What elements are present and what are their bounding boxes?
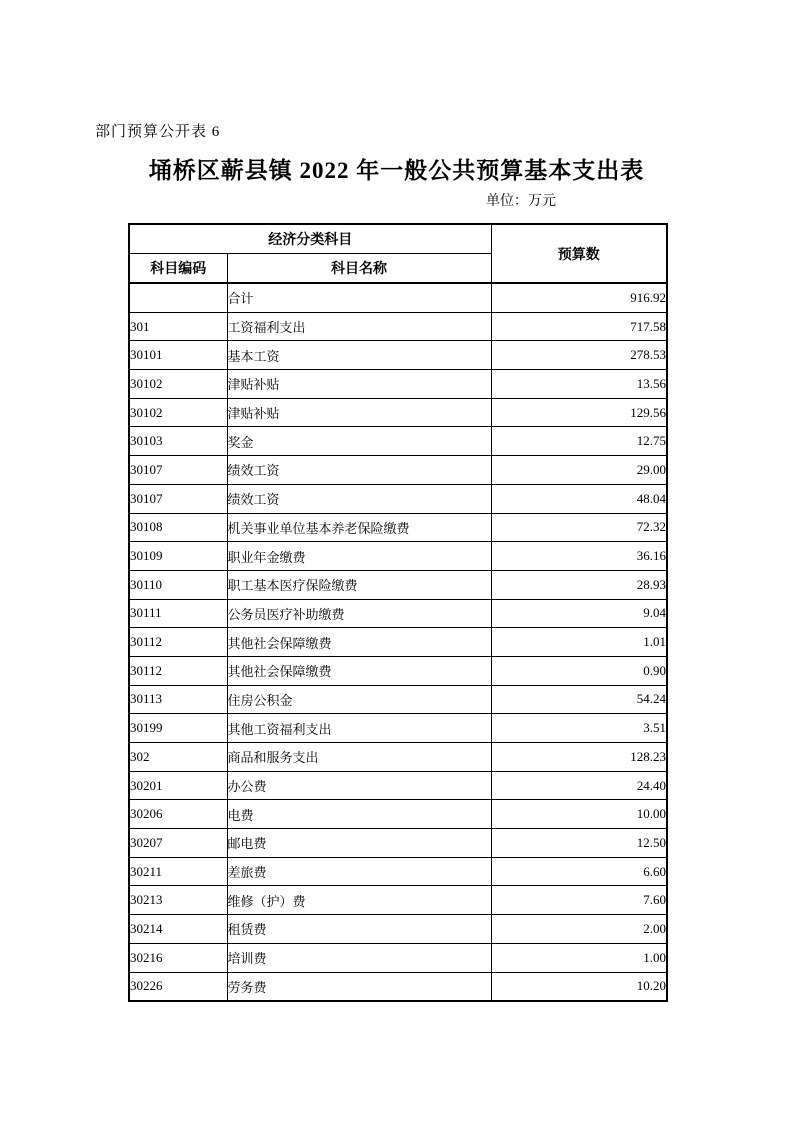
table-row — [129, 370, 667, 399]
subject-name-cell: 邮电费 — [227, 829, 491, 858]
subject-name-cell: 差旅费 — [227, 857, 491, 886]
table-row — [129, 570, 667, 599]
subject-code-cell: 30206 — [129, 800, 227, 829]
subject-name-cell: 维修（护）费 — [227, 886, 491, 915]
table-row — [129, 456, 667, 485]
subject-name-cell: 住房公积金 — [227, 685, 491, 714]
subject-name-cell: 基本工资 — [227, 341, 491, 370]
subject-code-cell: 30226 — [129, 972, 227, 1001]
subject-code-cell — [129, 283, 227, 312]
budget-value-cell: 916.92 — [491, 283, 667, 312]
table-row — [129, 915, 667, 944]
subject-name-cell: 公务员医疗补助缴费 — [227, 599, 491, 628]
budget-value-cell: 7.60 — [491, 886, 667, 915]
table-row — [129, 628, 667, 657]
table-body — [129, 283, 667, 1001]
header-budget-amount: 预算数 — [491, 224, 667, 283]
subject-code-cell: 30102 — [129, 370, 227, 399]
table-row — [129, 943, 667, 972]
table-row — [129, 484, 667, 513]
subject-name-cell: 办公费 — [227, 771, 491, 800]
subject-name-cell: 工资福利支出 — [227, 312, 491, 341]
subject-name-cell: 其他社会保障缴费 — [227, 656, 491, 685]
budget-value-cell: 12.75 — [491, 427, 667, 456]
table-row — [129, 312, 667, 341]
subject-code-cell: 30108 — [129, 513, 227, 542]
subject-name-cell: 机关事业单位基本养老保险缴费 — [227, 513, 491, 542]
subject-code-cell: 30112 — [129, 628, 227, 657]
subject-code-cell: 30112 — [129, 656, 227, 685]
budget-value-cell: 24.40 — [491, 771, 667, 800]
subject-code-cell: 30102 — [129, 398, 227, 427]
table-row — [129, 542, 667, 571]
budget-value-cell: 29.00 — [491, 456, 667, 485]
table-row — [129, 714, 667, 743]
budget-value-cell: 717.58 — [491, 312, 667, 341]
subject-code-cell: 30111 — [129, 599, 227, 628]
budget-value-cell: 54.24 — [491, 685, 667, 714]
budget-value-cell: 12.50 — [491, 829, 667, 858]
subject-code-cell: 30211 — [129, 857, 227, 886]
subject-name-cell: 培训费 — [227, 943, 491, 972]
table-row — [129, 857, 667, 886]
subject-name-cell: 绩效工资 — [227, 456, 491, 485]
budget-value-cell: 1.00 — [491, 943, 667, 972]
table-row — [129, 972, 667, 1001]
subject-name-cell: 职业年金缴费 — [227, 542, 491, 571]
subject-name-cell: 奖金 — [227, 427, 491, 456]
subject-name-cell: 劳务费 — [227, 972, 491, 1001]
budget-value-cell: 129.56 — [491, 398, 667, 427]
subject-code-cell: 30213 — [129, 886, 227, 915]
budget-value-cell: 36.16 — [491, 542, 667, 571]
subject-name-cell: 其他工资福利支出 — [227, 714, 491, 743]
subject-code-cell: 30201 — [129, 771, 227, 800]
budget-value-cell: 9.04 — [491, 599, 667, 628]
subject-code-cell: 30216 — [129, 943, 227, 972]
table-row — [129, 513, 667, 542]
subject-code-cell: 30107 — [129, 484, 227, 513]
subject-code-cell: 301 — [129, 312, 227, 341]
table-row — [129, 829, 667, 858]
table-row — [129, 886, 667, 915]
subject-code-cell: 30110 — [129, 570, 227, 599]
subject-code-cell: 30113 — [129, 685, 227, 714]
table-row — [129, 599, 667, 628]
table-row — [129, 341, 667, 370]
budget-table — [128, 223, 668, 1002]
budget-value-cell: 72.32 — [491, 513, 667, 542]
subject-name-cell: 绩效工资 — [227, 484, 491, 513]
subject-name-cell: 商品和服务支出 — [227, 743, 491, 772]
budget-value-cell: 28.93 — [491, 570, 667, 599]
budget-value-cell: 2.00 — [491, 915, 667, 944]
table-row — [129, 427, 667, 456]
subject-code-cell: 30207 — [129, 829, 227, 858]
header-row-1 — [129, 224, 667, 254]
header-subject-name: 科目名称 — [227, 254, 491, 284]
budget-value-cell: 128.23 — [491, 743, 667, 772]
subject-code-cell: 30214 — [129, 915, 227, 944]
budget-value-cell: 10.00 — [491, 800, 667, 829]
header-subject-code: 科目编码 — [129, 254, 227, 284]
subject-code-cell: 30103 — [129, 427, 227, 456]
subject-name-cell: 津贴补贴 — [227, 398, 491, 427]
doc-label: 部门预算公开表 6 — [95, 124, 221, 140]
subject-name-cell: 租赁费 — [227, 915, 491, 944]
subject-code-cell: 30199 — [129, 714, 227, 743]
subject-code-cell: 30109 — [129, 542, 227, 571]
budget-value-cell: 13.56 — [491, 370, 667, 399]
subject-name-cell: 其他社会保障缴费 — [227, 628, 491, 657]
subject-name-cell: 津贴补贴 — [227, 370, 491, 399]
table-row — [129, 283, 667, 312]
table-row — [129, 685, 667, 714]
table-row — [129, 656, 667, 685]
table-row — [129, 771, 667, 800]
subject-name-cell: 电费 — [227, 800, 491, 829]
table-row — [129, 800, 667, 829]
budget-value-cell: 3.51 — [491, 714, 667, 743]
table-row — [129, 743, 667, 772]
subject-code-cell: 302 — [129, 743, 227, 772]
table-row — [129, 398, 667, 427]
subject-code-cell: 30107 — [129, 456, 227, 485]
unit-note: 单位：万元 — [486, 194, 556, 209]
budget-value-cell: 0.90 — [491, 656, 667, 685]
subject-code-cell: 30101 — [129, 341, 227, 370]
page-title: 埇桥区蕲县镇 2022 年一般公共预算基本支出表 — [148, 158, 645, 183]
budget-value-cell: 48.04 — [491, 484, 667, 513]
subject-name-cell: 合计 — [227, 283, 491, 312]
budget-value-cell: 10.20 — [491, 972, 667, 1001]
budget-value-cell: 278.53 — [491, 341, 667, 370]
budget-value-cell: 6.60 — [491, 857, 667, 886]
table-header — [129, 224, 667, 283]
header-economic-classification: 经济分类科目 — [129, 224, 491, 254]
budget-value-cell: 1.01 — [491, 628, 667, 657]
subject-name-cell: 职工基本医疗保险缴费 — [227, 570, 491, 599]
